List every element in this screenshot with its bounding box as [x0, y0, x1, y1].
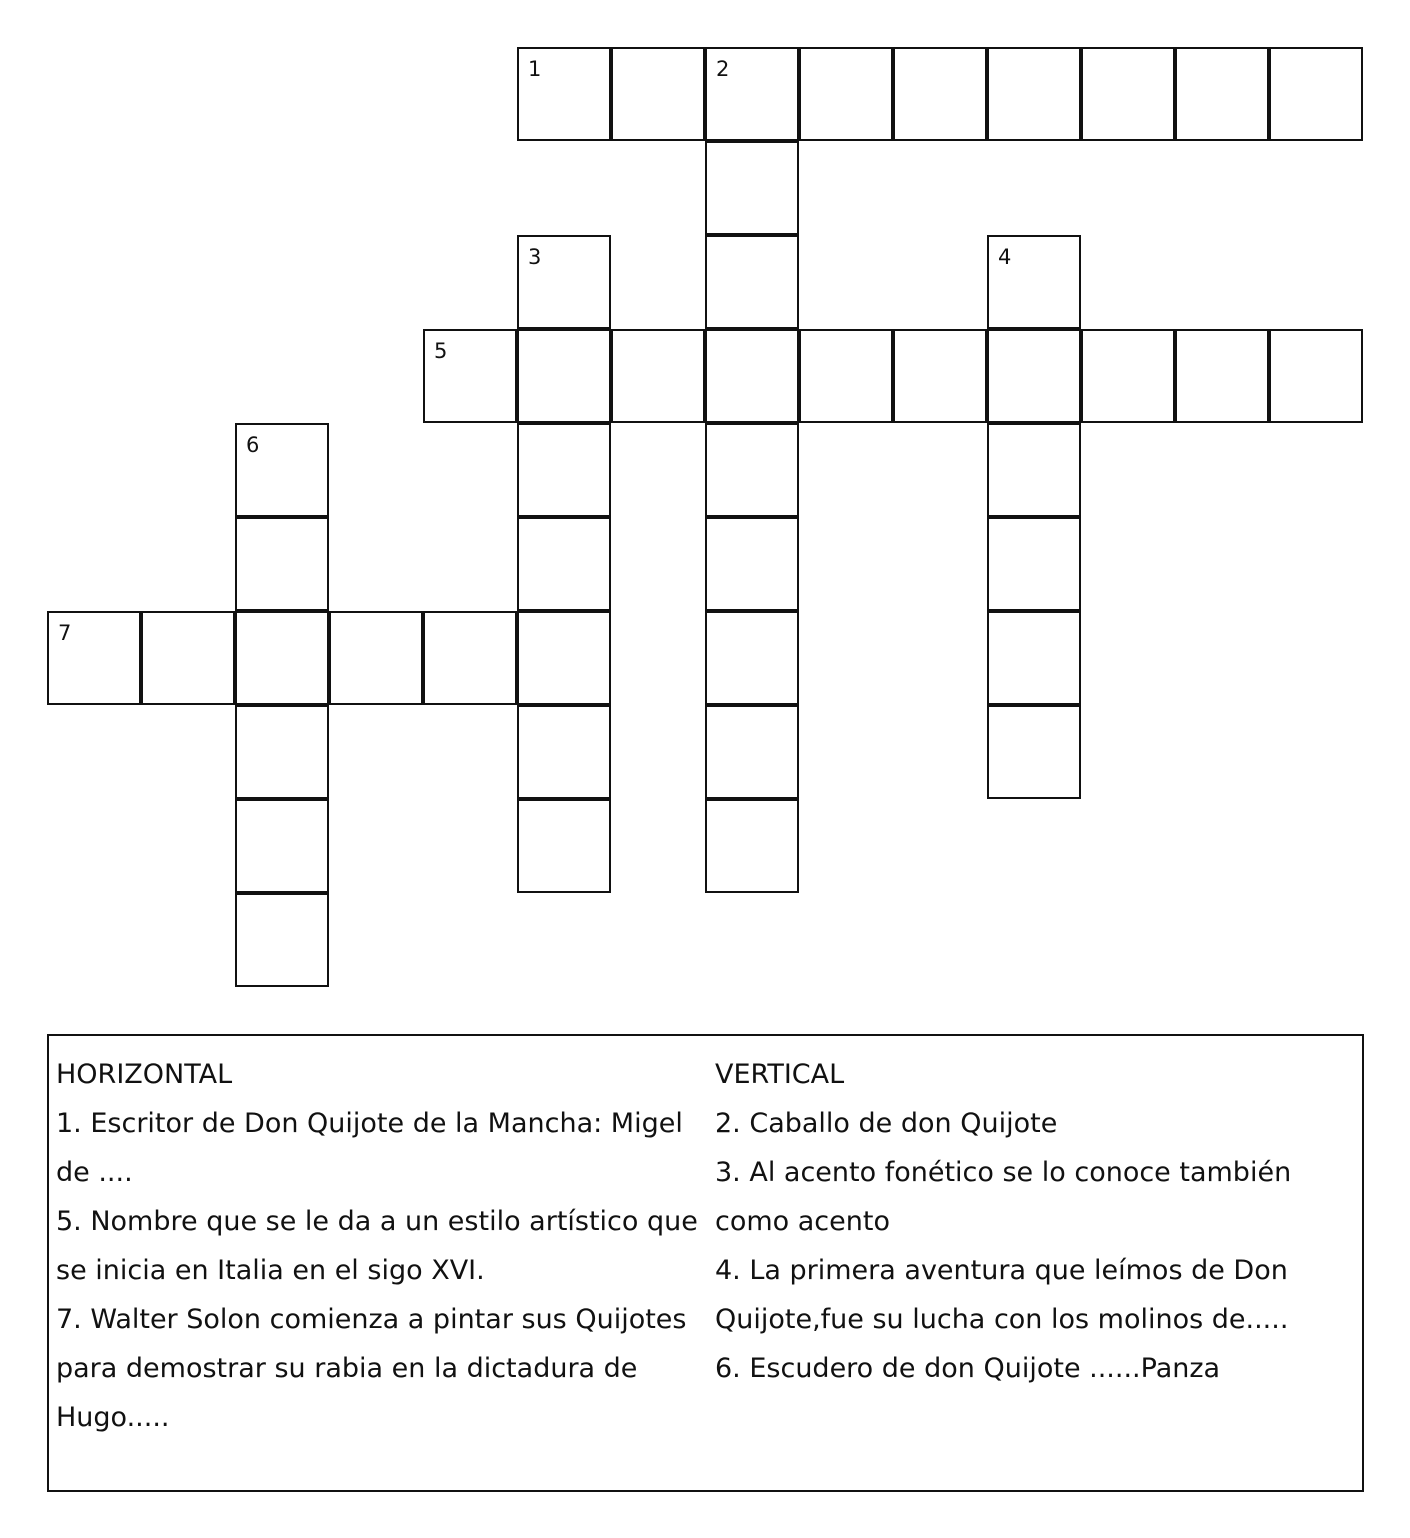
clue-line: 6. Escudero de don Quijote ......Panza	[715, 1353, 1221, 1384]
cell[interactable]	[1081, 329, 1175, 423]
clue-number: 1	[528, 57, 542, 81]
cell[interactable]	[1081, 47, 1175, 141]
cell[interactable]	[1175, 47, 1269, 141]
clue-line: 7. Walter Solon comienza a pintar sus Quijotes	[56, 1304, 687, 1335]
clue-line: se inicia en Italia en el sigo XVI.	[56, 1255, 485, 1286]
clue-line: 1. Escritor de Don Quijote de la Mancha: Migel	[56, 1108, 683, 1139]
cell[interactable]	[987, 423, 1081, 517]
cell[interactable]	[611, 47, 705, 141]
cell[interactable]	[705, 235, 799, 329]
clue-number: 4	[998, 245, 1012, 269]
clue-line: 2. Caballo de don Quijote	[715, 1108, 1058, 1139]
cell[interactable]	[235, 423, 329, 517]
clue-line: Quijote,fue su lucha con los molinos de.....	[715, 1304, 1289, 1335]
cell[interactable]	[47, 611, 141, 705]
cell[interactable]	[235, 893, 329, 987]
cell[interactable]	[705, 423, 799, 517]
cell[interactable]	[987, 705, 1081, 799]
clue-line: 5. Nombre que se le da a un estilo artístico que	[56, 1206, 698, 1237]
cell[interactable]	[987, 235, 1081, 329]
cell[interactable]	[705, 517, 799, 611]
clue-line: de ....	[56, 1157, 133, 1188]
clue-number: 6	[246, 433, 260, 457]
horizontal-clues	[56, 1050, 696, 1442]
cell[interactable]	[141, 611, 235, 705]
cell[interactable]	[705, 141, 799, 235]
clues-heading: VERTICAL	[715, 1059, 845, 1090]
clues-heading: HORIZONTAL	[56, 1059, 233, 1090]
cell[interactable]	[517, 47, 611, 141]
cell[interactable]	[1269, 329, 1363, 423]
cell[interactable]	[423, 329, 517, 423]
clue-line: como acento	[715, 1206, 890, 1237]
clues-box	[47, 1034, 1364, 1492]
cell[interactable]	[235, 799, 329, 893]
cell[interactable]	[517, 423, 611, 517]
cell[interactable]	[235, 611, 329, 705]
cell[interactable]	[987, 517, 1081, 611]
clue-number: 7	[58, 621, 72, 645]
clue-number: 5	[434, 339, 448, 363]
clue-number: 3	[528, 245, 542, 269]
cell[interactable]	[235, 517, 329, 611]
cell[interactable]	[705, 611, 799, 705]
clue-line: 3. Al acento fonético se lo conoce también	[715, 1157, 1292, 1188]
cell[interactable]	[517, 329, 611, 423]
vertical-clues	[715, 1050, 1335, 1393]
cell[interactable]	[517, 611, 611, 705]
cell[interactable]	[423, 611, 517, 705]
cell[interactable]	[517, 799, 611, 893]
cell[interactable]	[329, 611, 423, 705]
cell[interactable]	[517, 235, 611, 329]
cell[interactable]	[1175, 329, 1269, 423]
cell[interactable]	[705, 329, 799, 423]
clue-line: Hugo.....	[56, 1402, 170, 1433]
cell[interactable]	[987, 329, 1081, 423]
cell[interactable]	[987, 47, 1081, 141]
cell[interactable]	[799, 47, 893, 141]
cell[interactable]	[705, 799, 799, 893]
cell[interactable]	[705, 47, 799, 141]
clue-line: para demostrar su rabia en la dictadura de	[56, 1353, 638, 1384]
clue-line: 4. La primera aventura que leímos de Don	[715, 1255, 1288, 1286]
cell[interactable]	[799, 329, 893, 423]
cell[interactable]	[1269, 47, 1363, 141]
cell[interactable]	[893, 329, 987, 423]
cell[interactable]	[611, 329, 705, 423]
cell[interactable]	[987, 611, 1081, 705]
cell[interactable]	[235, 705, 329, 799]
cell[interactable]	[517, 517, 611, 611]
cell[interactable]	[893, 47, 987, 141]
cell[interactable]	[705, 705, 799, 799]
clue-number: 2	[716, 57, 730, 81]
cell[interactable]	[517, 705, 611, 799]
